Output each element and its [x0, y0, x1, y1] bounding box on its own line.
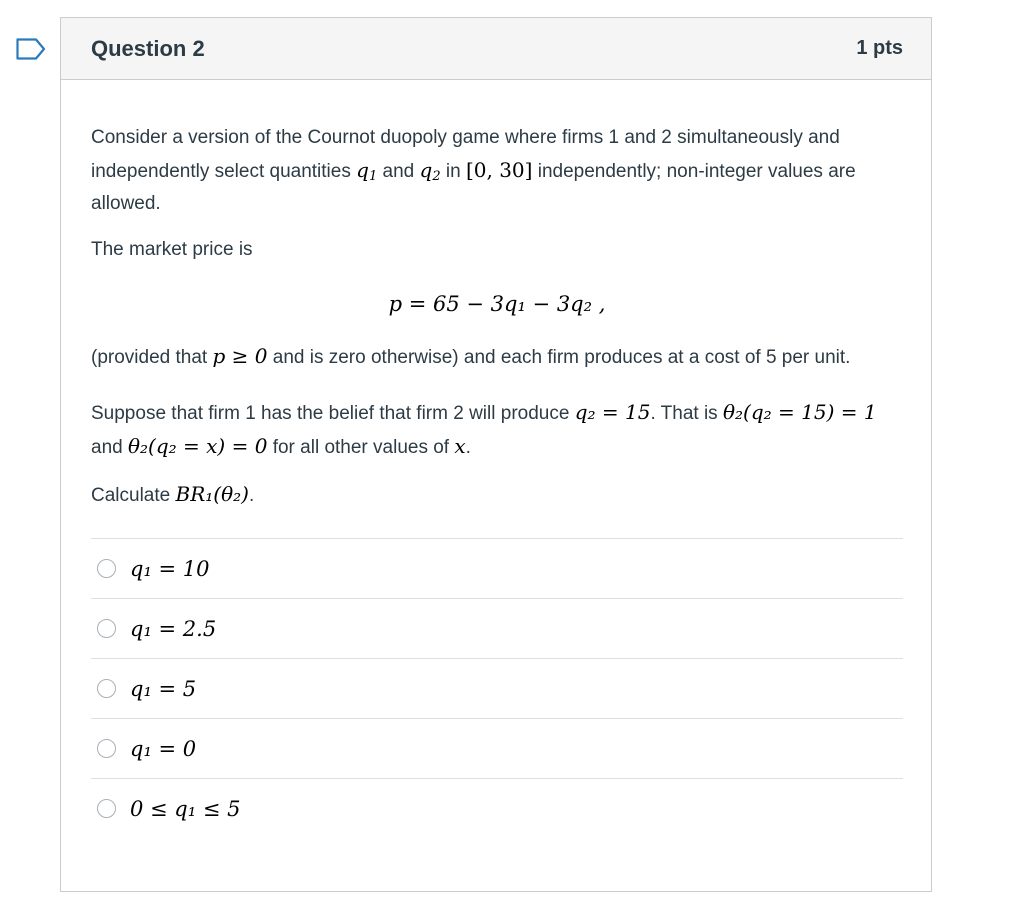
math-q1: $q_1$ — [356, 158, 378, 184]
bookmark-flag-icon[interactable] — [16, 38, 46, 60]
question-points: 1 pts — [856, 37, 903, 59]
answer-option[interactable] — [91, 779, 903, 838]
question-title: Question 2 — [91, 35, 205, 61]
question-paragraph-4 — [91, 396, 903, 464]
answer-option[interactable] — [91, 719, 903, 779]
answer-label[interactable]: q₁ = 0 — [130, 736, 197, 761]
answer-label[interactable]: q₁ = 10 — [130, 556, 210, 581]
radio-button[interactable] — [97, 619, 116, 638]
answer-label[interactable]: q₁ = 5 — [130, 676, 197, 701]
radio-button[interactable] — [97, 679, 116, 698]
text-span: and — [377, 161, 420, 182]
text-span: (provided that — [91, 347, 213, 368]
math-price-condition: p ≥ 0 — [212, 344, 268, 368]
text-span: . — [465, 437, 471, 458]
math-x: x — [454, 434, 466, 458]
question-paragraph-5 — [91, 478, 903, 512]
math-interval: [0, 30] — [465, 158, 533, 182]
radio-button[interactable] — [97, 739, 116, 758]
text-span: Calculate — [91, 485, 176, 506]
answer-option[interactable] — [91, 599, 903, 659]
question-paragraph-3 — [91, 340, 903, 374]
question-card — [60, 17, 932, 892]
text-span: for all other values of — [267, 437, 455, 458]
text-span: . That is — [650, 403, 723, 424]
question-header — [61, 18, 931, 80]
radio-button[interactable] — [97, 559, 116, 578]
text-span: . — [248, 485, 255, 506]
math-belief-q2: q₂ = 15 — [574, 400, 651, 424]
text-span: and is zero otherwise) and each firm produces at a cost of 5 per unit. — [267, 347, 851, 368]
answer-label[interactable]: 0 ≤ q₁ ≤ 5 — [130, 796, 241, 821]
text-span: Consider a version of the Cournot duopoly game where firms 1 and 2 simultaneously and independently select quantities — [91, 127, 840, 182]
math-belief-1: θ₂(q₂ = 15) = 1 — [722, 400, 877, 424]
price-equation: p = 65 − 3q₁ − 3q₂ , — [388, 292, 606, 316]
answer-label[interactable]: q₁ = 2.5 — [130, 616, 217, 641]
question-paragraph-1 — [91, 122, 903, 220]
text-span: and — [91, 437, 128, 458]
math-belief-0: θ₂(q₂ = x) = 0 — [127, 434, 268, 458]
radio-button[interactable] — [97, 799, 116, 818]
math-q2: $q_2$ — [419, 158, 441, 184]
answer-option[interactable] — [91, 539, 903, 599]
question-text — [61, 80, 931, 838]
text-span: Suppose that firm 1 has the belief that firm 2 will produce — [91, 403, 575, 424]
text-span: in — [440, 161, 466, 182]
text-span: independently; non-integer values are allowed. — [91, 161, 856, 214]
math-best-response: BR₁(θ₂) — [175, 482, 249, 506]
answer-option[interactable] — [91, 659, 903, 719]
answer-list — [91, 538, 903, 838]
question-paragraph-2: The market price is — [91, 239, 253, 260]
